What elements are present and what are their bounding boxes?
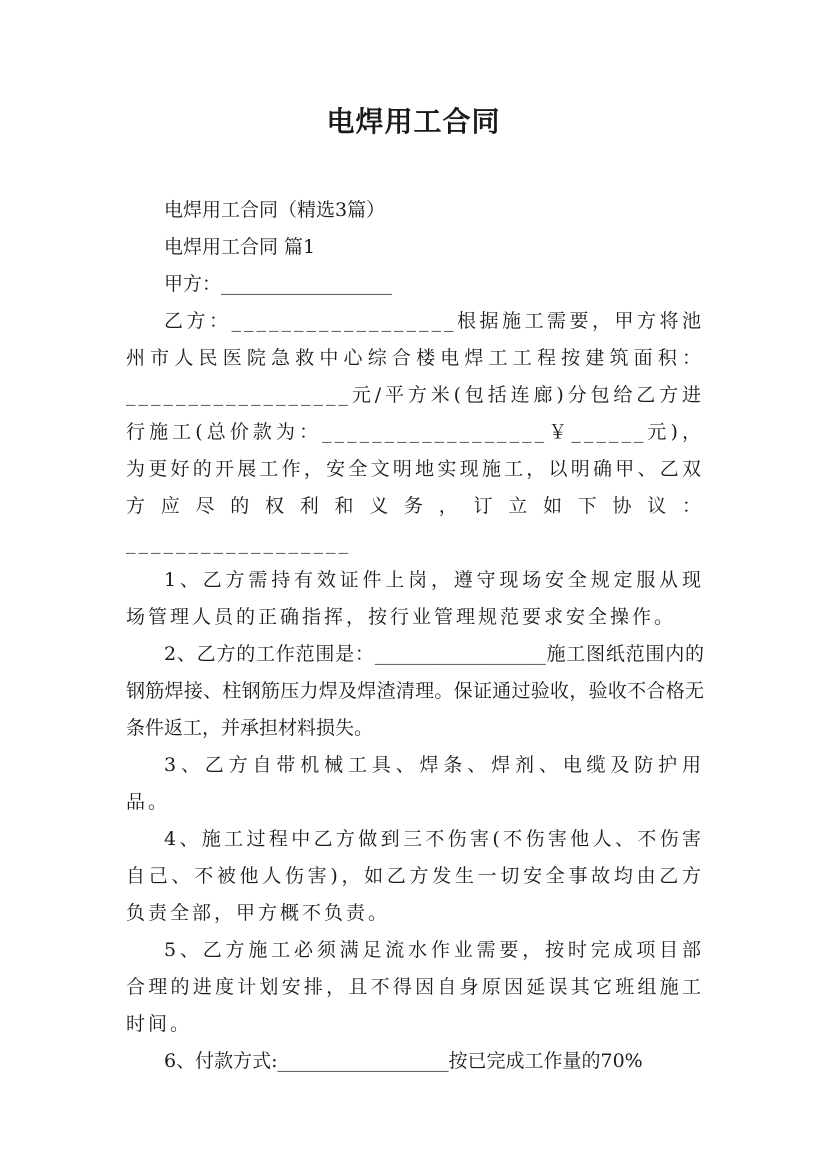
paragraph-subtitle: 电焊用工合同（精选3篇） [164, 199, 386, 221]
paragraph-clause-2: 2、乙方的工作范围是：__________________施工图纸范围内的钢筋焊接、柱钢筋压力焊及焊渣清理。保证通过验收，验收不合格无条件返工，并承担材料损失。 [126, 643, 704, 739]
paragraph-clause-5: 5、乙方施工必须满足流水作业需要，按时完成项目部合理的进度计划安排，且不得因自身原因延误其它班组施工时间。 [126, 939, 704, 1035]
paragraph-clause-6: 6、付款方式:__________________按已完成工作量的70% [164, 1050, 643, 1072]
paragraph-clause-1: 1、乙方需持有效证件上岗，遵守现场安全规定服从现场管理人员的正确指挥，按行业管理规范要求安全操作。 [126, 569, 704, 628]
paragraph-party-b: 乙方：__________________根据施工需要，甲方将池州市人民医院急救中心综合楼电焊工工程按建筑面积：__________________元/平方米(包括连廊)分包给乙方进行施工(总价款为：__________________￥______元)，为更好的开展工作，安全文明地实现施工，以明确甲、乙双方应尽的权利和义务，订立如下协议：__________________ [126, 310, 704, 554]
paragraph-clause-3: 3、乙方自带机械工具、焊条、焊剂、电缆及防护用品。 [126, 754, 704, 813]
document-body [126, 192, 704, 1080]
paragraph-section-heading: 电焊用工合同 篇1 [164, 236, 316, 258]
document-title: 电焊用工合同 [326, 105, 501, 138]
paragraph-party-a: 甲方：__________________ [164, 273, 393, 295]
paragraph-clause-4: 4、施工过程中乙方做到三不伤害(不伤害他人、不伤害自己、不被他人伤害)，如乙方发生一切安全事故均由乙方负责全部，甲方概不负责。 [126, 828, 704, 924]
